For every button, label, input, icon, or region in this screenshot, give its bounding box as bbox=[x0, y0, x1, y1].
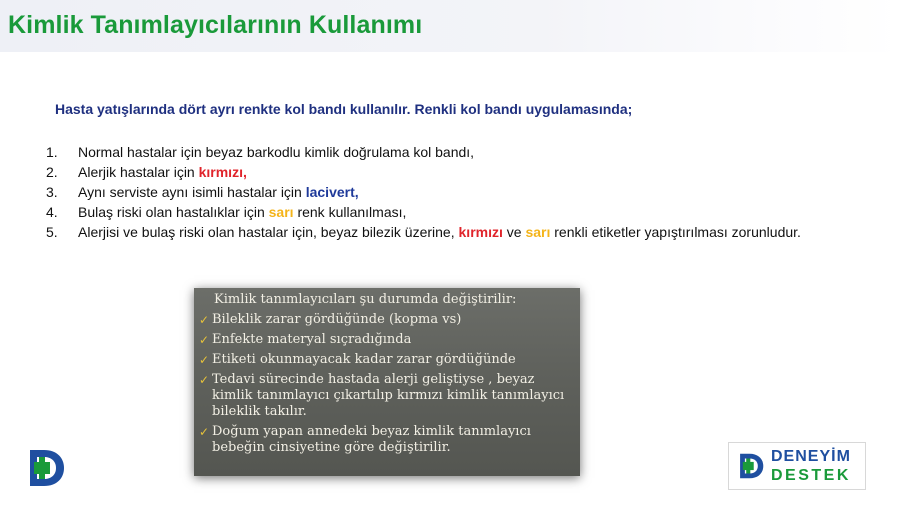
intro-text: Hasta yatışlarında dört ayrı renkte kol bandı kullanılır. Renkli kol bandı uygulamasında; bbox=[55, 101, 633, 117]
photo-list-item bbox=[199, 332, 570, 348]
photo-list-text: Tedavi sürecinde hastada alerji geliştiyse , beyaz kimlik tanımlayıcı çıkartılıp kırmızı kimlik tanımlayıcı bileklik takılır. bbox=[212, 372, 565, 419]
photo-list-text: Bileklik zarar gördüğünde (kopma vs) bbox=[212, 312, 462, 327]
photo-list-text: Doğum yapan annedeki beyaz kimlik tanımlayıcı bebeğin cinsiyetine göre değiştirilir. bbox=[212, 424, 531, 455]
photo-list-item bbox=[199, 372, 570, 420]
list-text bbox=[78, 162, 826, 182]
highlight-yellow: sarı bbox=[525, 224, 551, 240]
photo-list-text: Etiketi okunmayacak kadar zarar gördüğünde bbox=[212, 352, 516, 367]
photo-heading: Kimlik tanımlayıcıları şu durumda değiştirilir: bbox=[214, 292, 517, 307]
brand-line-1: DENEYİM bbox=[771, 448, 851, 465]
logo-icon-left bbox=[24, 446, 68, 490]
list-text bbox=[78, 142, 826, 162]
list-text bbox=[78, 182, 826, 202]
highlight-blue: lacivert, bbox=[305, 184, 359, 200]
text-run: Normal hastalar için beyaz barkodlu kimlik doğrulama kol bandı, bbox=[78, 144, 475, 160]
list-item bbox=[46, 222, 826, 242]
list-text bbox=[78, 222, 826, 242]
checkmark-icon: ✓ bbox=[199, 353, 210, 367]
list-number: 3. bbox=[46, 184, 58, 200]
photo-list-item bbox=[199, 352, 570, 368]
text-run: Aynı serviste aynı isimli hastalar için bbox=[78, 184, 306, 200]
photo-list-item bbox=[199, 424, 570, 456]
text-run: Bulaş riski olan hastalıklar için bbox=[78, 204, 269, 220]
list-item bbox=[46, 142, 826, 162]
list-number: 5. bbox=[46, 224, 58, 240]
text-run: renkli etiketler yapıştırılması zorunludur. bbox=[550, 224, 801, 240]
embedded-photo bbox=[194, 288, 580, 476]
list-number: 2. bbox=[46, 164, 58, 180]
checkmark-icon: ✓ bbox=[199, 313, 210, 327]
list-item bbox=[46, 182, 826, 202]
checkmark-icon: ✓ bbox=[199, 333, 210, 347]
highlight-yellow: sarı bbox=[268, 204, 294, 220]
text-run: Alerjik hastalar için bbox=[78, 164, 199, 180]
brand-line-2: DESTEK bbox=[771, 467, 851, 484]
highlight-red: kırmızı bbox=[458, 224, 503, 240]
text-run: renk kullanılması, bbox=[293, 204, 407, 220]
title-bar bbox=[0, 0, 900, 52]
brand-logo bbox=[728, 442, 866, 490]
list-text bbox=[78, 202, 826, 222]
checkmark-icon: ✓ bbox=[199, 425, 210, 439]
highlight-red: kırmızı, bbox=[198, 164, 247, 180]
numbered-list bbox=[46, 142, 826, 242]
text-run: Alerjisi ve bulaş riski olan hastalar için, beyaz bilezik üzerine, bbox=[78, 224, 459, 240]
checkmark-icon: ✓ bbox=[199, 373, 210, 387]
logo-icon bbox=[736, 450, 766, 482]
slide-title: Kimlik Tanımlayıcılarının Kullanımı bbox=[8, 11, 423, 39]
list-number: 1. bbox=[46, 144, 58, 160]
list-number: 4. bbox=[46, 204, 58, 220]
photo-list-item bbox=[199, 312, 570, 328]
photo-list-text: Enfekte materyal sıçradığında bbox=[212, 332, 412, 347]
text-run: ve bbox=[502, 224, 526, 240]
list-item bbox=[46, 162, 826, 182]
list-item bbox=[46, 202, 826, 222]
